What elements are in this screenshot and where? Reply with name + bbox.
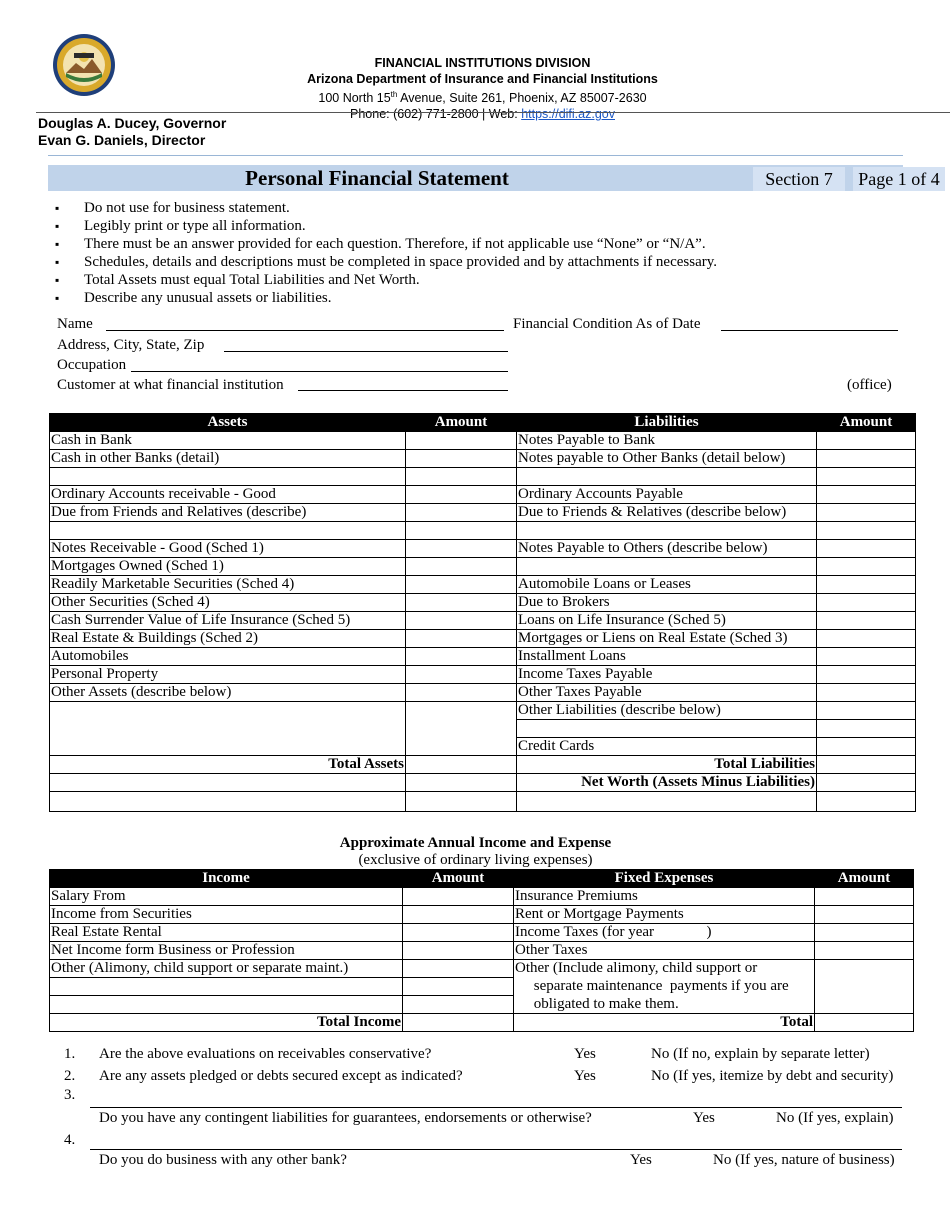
balance-sheet-table xyxy=(49,413,916,812)
instruction-item: ▪ Schedules, details and descriptions must be completed in space provided and by attachments if necessary. xyxy=(55,253,717,271)
table-row xyxy=(50,978,914,996)
income-expense-table xyxy=(49,869,914,1032)
income-label xyxy=(50,996,403,1014)
asset-label xyxy=(50,738,406,756)
blank-amount[interactable] xyxy=(817,792,916,812)
liability-amount[interactable] xyxy=(817,738,916,756)
table-row xyxy=(50,594,916,612)
liability-amount[interactable] xyxy=(817,504,916,522)
director-name: Evan G. Daniels, Director xyxy=(38,132,206,148)
instruction-item: ▪ Describe any unusual assets or liabilities. xyxy=(55,289,717,307)
liability-amount[interactable] xyxy=(817,468,916,486)
instruction-item: ▪ There must be an answer provided for each question. Therefore, if not applicable use “None” or “N/A”. xyxy=(55,235,717,253)
amount-header: Amount xyxy=(817,414,916,432)
phone-label: Phone: (602) 771-2800 | Web: xyxy=(350,107,522,122)
address-part: 100 North 15 xyxy=(318,91,391,106)
liability-amount[interactable] xyxy=(817,540,916,558)
asset-amount[interactable] xyxy=(406,576,517,594)
expense-label: obligated to make them. xyxy=(514,996,815,1014)
title-divider xyxy=(48,155,903,156)
asset-label: Readily Marketable Securities (Sched 4) xyxy=(50,576,406,594)
asset-label xyxy=(50,702,406,720)
question-text: Do you have any contingent liabilities for guarantees, endorsements or otherwise? xyxy=(99,1110,592,1126)
asset-label: Ordinary Accounts receivable - Good xyxy=(50,486,406,504)
instruction-item: ▪ Total Assets must equal Total Liabilities and Net Worth. xyxy=(55,271,717,289)
asset-label: Real Estate & Buildings (Sched 2) xyxy=(50,630,406,648)
yes-option[interactable]: Yes xyxy=(693,1110,715,1126)
asset-amount[interactable] xyxy=(406,720,517,738)
officials-block xyxy=(38,115,226,149)
no-option[interactable]: No (If no, explain by separate letter) xyxy=(651,1046,870,1062)
total-liabilities-amount[interactable] xyxy=(817,756,916,774)
table-row xyxy=(50,612,916,630)
no-option[interactable]: No (If yes, nature of business) xyxy=(713,1152,895,1168)
asset-amount[interactable] xyxy=(406,558,517,576)
liability-label: Notes Payable to Bank xyxy=(517,432,817,450)
liability-label: Due to Brokers xyxy=(517,594,817,612)
amount-header: Amount xyxy=(406,414,517,432)
expense-amount[interactable] xyxy=(815,960,914,978)
table-row xyxy=(50,576,916,594)
fixed-expenses-header: Fixed Expenses xyxy=(514,870,815,888)
total-expenses-amount[interactable] xyxy=(815,1014,914,1032)
instruction-item: ▪ Legibly print or type all information. xyxy=(55,217,717,235)
blank-cell xyxy=(50,774,406,792)
table-row xyxy=(50,648,916,666)
question-number: 1. xyxy=(64,1046,76,1062)
table-row xyxy=(50,504,916,522)
totals-row xyxy=(50,1014,914,1032)
asset-amount[interactable] xyxy=(406,702,517,720)
liability-label: Automobile Loans or Leases xyxy=(517,576,817,594)
table-row xyxy=(50,684,916,702)
expense-label: separate maintenance payments if you are xyxy=(514,978,815,996)
liability-label: Loans on Life Insurance (Sched 5) xyxy=(517,612,817,630)
institution-label: Customer at what financial institution xyxy=(57,377,284,393)
amount-header: Amount xyxy=(403,870,514,888)
liability-label xyxy=(517,468,817,486)
question-number: 2. xyxy=(64,1068,76,1084)
asset-label: Other Assets (describe below) xyxy=(50,684,406,702)
liability-label: Income Taxes Payable xyxy=(517,666,817,684)
expense-amount[interactable] xyxy=(815,978,914,996)
expense-amount[interactable] xyxy=(815,942,914,960)
table-row xyxy=(50,996,914,1014)
asset-label: Due from Friends and Relatives (describe) xyxy=(50,504,406,522)
table-header-row xyxy=(50,870,914,888)
income-amount[interactable] xyxy=(403,888,514,906)
blank-cell xyxy=(517,792,817,812)
question-text: Are the above evaluations on receivables conservative? xyxy=(99,1046,432,1062)
income-amount[interactable] xyxy=(403,906,514,924)
total-assets-amount[interactable] xyxy=(406,756,517,774)
expense-label: Other (Include alimony, child support or xyxy=(514,960,815,978)
total-assets-label: Total Assets xyxy=(50,756,406,774)
total-liabilities-label: Total Liabilities xyxy=(517,756,817,774)
liability-amount[interactable] xyxy=(817,684,916,702)
liability-amount[interactable] xyxy=(817,630,916,648)
liability-amount[interactable] xyxy=(817,702,916,720)
assets-header: Assets xyxy=(50,414,406,432)
liability-label: Notes Payable to Others (describe below) xyxy=(517,540,817,558)
net-worth-amount[interactable] xyxy=(817,774,916,792)
asset-amount[interactable] xyxy=(406,468,517,486)
expense-label: Income Taxes (for year ) xyxy=(514,924,815,942)
blank-amount[interactable] xyxy=(406,792,517,812)
liability-amount[interactable] xyxy=(817,612,916,630)
expense-label: Other Taxes xyxy=(514,942,815,960)
total-expenses-label: Total xyxy=(514,1014,815,1032)
liability-amount[interactable] xyxy=(817,522,916,540)
asset-label xyxy=(50,468,406,486)
liability-label: Other Taxes Payable xyxy=(517,684,817,702)
table-row xyxy=(50,432,916,450)
income-label xyxy=(50,978,403,996)
liability-label: Mortgages or Liens on Real Estate (Sched 3) xyxy=(517,630,817,648)
total-income-amount[interactable] xyxy=(403,1014,514,1032)
liability-amount[interactable] xyxy=(817,486,916,504)
table-header-row xyxy=(50,414,916,432)
asset-label: Automobiles xyxy=(50,648,406,666)
division-name: FINANCIAL INSTITUTIONS DIVISION xyxy=(374,56,591,70)
asset-amount[interactable] xyxy=(406,666,517,684)
table-row xyxy=(50,486,916,504)
asset-amount[interactable] xyxy=(406,648,517,666)
table-row xyxy=(50,468,916,486)
liability-amount[interactable] xyxy=(817,432,916,450)
income-header: Income xyxy=(50,870,403,888)
address-label: Address, City, State, Zip xyxy=(57,337,205,353)
asset-label: Cash in Bank xyxy=(50,432,406,450)
table-row xyxy=(50,450,916,468)
total-income-label: Total Income xyxy=(50,1014,403,1032)
header-divider xyxy=(36,112,950,113)
income-label: Real Estate Rental xyxy=(50,924,403,942)
asset-label xyxy=(50,720,406,738)
office-label: (office) xyxy=(847,377,892,393)
question-text: Do you do business with any other bank? xyxy=(99,1152,347,1168)
question-number: 3. xyxy=(64,1087,76,1103)
income-amount[interactable] xyxy=(403,924,514,942)
income-amount[interactable] xyxy=(403,978,514,996)
income-label: Income from Securities xyxy=(50,906,403,924)
asset-amount[interactable] xyxy=(406,504,517,522)
liability-label: Ordinary Accounts Payable xyxy=(517,486,817,504)
liabilities-header: Liabilities xyxy=(517,414,817,432)
governor-name: Douglas A. Ducey, Governor xyxy=(38,115,227,131)
blank-cell xyxy=(50,792,406,812)
agency-address xyxy=(300,87,665,106)
income-expense-subtitle: (exclusive of ordinary living expenses) xyxy=(358,852,593,868)
net-worth-row xyxy=(50,774,916,792)
title-bar xyxy=(48,165,940,191)
condition-date-field[interactable] xyxy=(721,330,898,331)
state-seal-logo xyxy=(52,33,116,97)
table-row xyxy=(50,522,916,540)
income-label: Salary From xyxy=(50,888,403,906)
liability-label: Installment Loans xyxy=(517,648,817,666)
liability-label xyxy=(517,522,817,540)
expense-label: Insurance Premiums xyxy=(514,888,815,906)
yes-option[interactable]: Yes xyxy=(574,1068,596,1084)
table-row xyxy=(50,702,916,720)
blank-amount[interactable] xyxy=(406,774,517,792)
asset-label: Cash in other Banks (detail) xyxy=(50,450,406,468)
table-row xyxy=(50,558,916,576)
asset-label: Notes Receivable - Good (Sched 1) xyxy=(50,540,406,558)
table-row xyxy=(50,792,916,812)
asset-amount[interactable] xyxy=(406,486,517,504)
asset-label: Personal Property xyxy=(50,666,406,684)
asset-label: Other Securities (Sched 4) xyxy=(50,594,406,612)
asset-amount[interactable] xyxy=(406,738,517,756)
asset-amount[interactable] xyxy=(406,450,517,468)
liability-label: Other Liabilities (describe below) xyxy=(517,702,817,720)
liability-label xyxy=(517,720,817,738)
asset-label xyxy=(50,522,406,540)
table-row xyxy=(50,960,914,978)
liability-amount[interactable] xyxy=(817,720,916,738)
expense-amount[interactable] xyxy=(815,996,914,1014)
liability-label: Credit Cards xyxy=(517,738,817,756)
asset-label: Mortgages Owned (Sched 1) xyxy=(50,558,406,576)
table-row xyxy=(50,630,916,648)
asset-amount[interactable] xyxy=(406,432,517,450)
liability-amount[interactable] xyxy=(817,450,916,468)
occupation-label: Occupation xyxy=(57,357,127,373)
expense-amount[interactable] xyxy=(815,888,914,906)
liability-label: Notes payable to Other Banks (detail below) xyxy=(517,450,817,468)
question-divider xyxy=(90,1149,902,1150)
table-row xyxy=(50,738,916,756)
agency-contact xyxy=(300,106,665,122)
asset-label: Cash Surrender Value of Life Insurance (Sched 5) xyxy=(50,612,406,630)
expense-amount[interactable] xyxy=(815,906,914,924)
yes-option[interactable]: Yes xyxy=(630,1152,652,1168)
department-name: Arizona Department of Insurance and Financial Institutions xyxy=(307,72,658,86)
expense-label: Rent or Mortgage Payments xyxy=(514,906,815,924)
form-title: Personal Financial Statement xyxy=(245,166,509,190)
occupation-field[interactable] xyxy=(131,371,508,372)
amount-header: Amount xyxy=(815,870,914,888)
question-divider xyxy=(90,1107,902,1108)
page-number: Page 1 of 4 xyxy=(853,167,945,191)
liability-label: Due to Friends & Relatives (describe below) xyxy=(517,504,817,522)
income-label: Other (Alimony, child support or separate maint.) xyxy=(50,960,403,978)
name-field[interactable] xyxy=(106,330,504,331)
asset-amount[interactable] xyxy=(406,540,517,558)
institution-field[interactable] xyxy=(298,390,508,391)
question-text: Are any assets pledged or debts secured except as indicated? xyxy=(99,1068,463,1084)
name-label: Name xyxy=(57,316,93,332)
income-amount[interactable] xyxy=(403,960,514,978)
table-row xyxy=(50,720,916,738)
question-number: 4. xyxy=(64,1132,76,1148)
asset-amount[interactable] xyxy=(406,684,517,702)
instructions-list xyxy=(55,199,717,307)
liability-label xyxy=(517,558,817,576)
table-row xyxy=(50,942,914,960)
asset-amount[interactable] xyxy=(406,594,517,612)
table-row xyxy=(50,924,914,942)
instruction-item: ▪ Do not use for business statement. xyxy=(55,199,717,217)
income-amount[interactable] xyxy=(403,996,514,1014)
section-label: Section 7 xyxy=(753,167,845,191)
address-part: Avenue, Suite 261, Phoenix, AZ 85007-2630 xyxy=(397,91,647,106)
asset-amount[interactable] xyxy=(406,612,517,630)
income-expense-title: Approximate Annual Income and Expense xyxy=(339,835,612,851)
table-row xyxy=(50,540,916,558)
liability-amount[interactable] xyxy=(817,594,916,612)
net-worth-label: Net Worth (Assets Minus Liabilities) xyxy=(517,774,817,792)
income-label: Net Income form Business or Profession xyxy=(50,942,403,960)
table-row xyxy=(50,888,914,906)
table-row xyxy=(50,666,916,684)
asset-amount[interactable] xyxy=(406,522,517,540)
income-amount[interactable] xyxy=(403,942,514,960)
table-row xyxy=(50,906,914,924)
expense-amount[interactable] xyxy=(815,924,914,942)
yes-option[interactable]: Yes xyxy=(574,1046,596,1062)
liability-amount[interactable] xyxy=(817,576,916,594)
no-option[interactable]: No (If yes, explain) xyxy=(776,1110,894,1126)
no-option[interactable]: No (If yes, itemize by debt and security) xyxy=(651,1068,894,1084)
condition-date-label: Financial Condition As of Date xyxy=(513,316,701,332)
address-field[interactable] xyxy=(224,351,508,352)
liability-amount[interactable] xyxy=(817,558,916,576)
liability-amount[interactable] xyxy=(817,648,916,666)
totals-row xyxy=(50,756,916,774)
website-link[interactable]: https://difi.az.gov xyxy=(521,107,615,122)
address-superscript: th xyxy=(390,90,398,99)
asset-amount[interactable] xyxy=(406,630,517,648)
liability-amount[interactable] xyxy=(817,666,916,684)
